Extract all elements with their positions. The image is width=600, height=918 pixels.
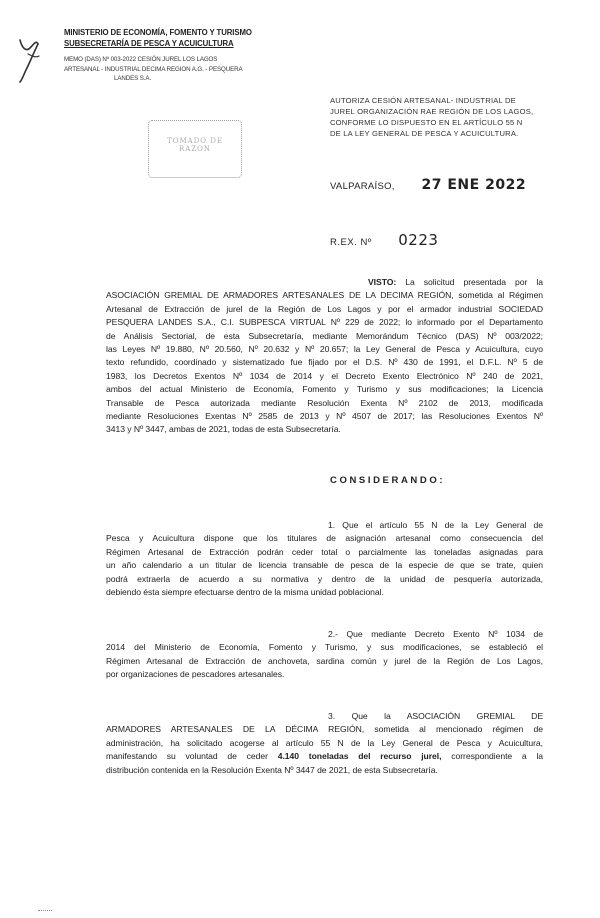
clause-line: distribución contenida en la Resolución Exenta Nº 3447 de 2021, de esta Subsecretaría. bbox=[106, 764, 438, 775]
memo-line: MEMO (DAS) Nº 003-2022 CESIÓN JUREL LOS LAGOS bbox=[64, 56, 218, 63]
clause-first-line bbox=[106, 710, 543, 723]
visto-line: Transable de Pesca autorizada mediante Resolución Exenta Nº 2102 de 2013, modificada bbox=[106, 397, 543, 408]
visto-line: de Análisis Sectorial, de esta Subsecretaría, mediante Memorándum Técnico (DAS) Nº 003/2022; bbox=[106, 330, 543, 341]
memo-line: ARTESANAL - INDUSTRIAL DECIMA REGION A.G. - PESQUERA bbox=[64, 65, 243, 73]
title-line: DE LA LEY GENERAL DE PESCA Y ACUICULTURA. bbox=[330, 129, 519, 138]
resolution-number bbox=[330, 231, 438, 250]
clause-line: debiendo ésta siempre efectuarse dentro de la misma unidad poblacional. bbox=[106, 587, 384, 598]
clause-line: un año calendario a un titular de licencia transable de pesca de la especie de que se trate, quien bbox=[106, 560, 543, 571]
clause-line: administración, ha solicitado acogerse al artículo 55 N de la Ley General de Pesca y Acuicultura, bbox=[106, 737, 543, 748]
visto-line: texto refundido, coordinado y sistematizado fue fijado por el D.S. Nº 430 de 1991, el D.F.L. Nº 5 de bbox=[106, 357, 543, 368]
footer-mark bbox=[38, 910, 52, 913]
organization-name: ARMADORES ARTESANALES DE LA DÉCIMA REGIÓN, bbox=[106, 724, 365, 735]
handwritten-initial-mark bbox=[14, 34, 44, 84]
clause-line: Régimen Artesanal de Extracción podrán ceder total o parcialmente las toneladas asignadas para bbox=[106, 546, 543, 557]
subsecretaria-name: SUBSECRETARÍA DE PESCA Y ACUICULTURA bbox=[64, 39, 234, 48]
clause-line: Régimen Artesanal de Extracción de anchoveta, sardina común y jurel de la Región de Los Lagos, bbox=[106, 655, 543, 666]
clause-2 bbox=[106, 628, 543, 682]
clause-line: 2014 del Ministerio de Economía, Fomento y Turismo, y sus modificaciones, se estableció el bbox=[106, 642, 543, 653]
memo-line: LANDES S.A. bbox=[114, 75, 152, 82]
signature-scribble-icon bbox=[14, 34, 44, 84]
clause-line bbox=[106, 723, 543, 736]
clause-text: Que la bbox=[351, 711, 391, 721]
considerando-heading: CONSIDERANDO: bbox=[330, 475, 446, 486]
place: VALPARAÍSO, bbox=[330, 181, 395, 192]
stamp-line: TOMADO DE bbox=[167, 137, 223, 145]
visto-line: Artesanal de Extracción de jurel de la Región de Los Lagos y por el armador industrial SOCIEDAD bbox=[106, 303, 543, 314]
date-stamp: 27 ENE 2022 bbox=[421, 177, 527, 193]
visto-line: las Leyes Nº 19.880, Nº 20.560, Nº 20.632 y Nº 20.657; la Ley General de Pesca y Acuicultura, cuyo bbox=[106, 344, 543, 355]
clause-line: podrá extraerla de acuerdo a su normativa y dentro de la unidad de pesquería autorizada, bbox=[106, 573, 543, 584]
visto-line: ambos del actual Ministerio de Economía, Fomento y Turismo y sus modificaciones; la Licencia bbox=[106, 384, 543, 395]
visto-line: mediante Resoluciones Exentas Nº 2585 de 2013 y Nº 4507 de 2017; las Resoluciones Exentos Nº bbox=[106, 411, 543, 422]
clause-line: 2.- Que mediante Decreto Exento Nº 1034 de bbox=[328, 629, 543, 639]
letterhead bbox=[64, 27, 274, 49]
clause-3 bbox=[106, 710, 543, 777]
visto-line: PESQUERA LANDES S.A., C.I. SUBPESCA VIRTUAL Nº 229 de 2022; lo informado por el Departamento bbox=[106, 317, 543, 328]
clause-number: 3. bbox=[328, 711, 336, 721]
resolution-title bbox=[330, 95, 570, 139]
organization-name: ASOCIACIÓN GREMIAL DE bbox=[406, 711, 544, 721]
clause-line: 1. Que el artículo 55 N de la Ley General de bbox=[328, 520, 543, 530]
tonnage-amount: 4.140 toneladas del recurso jurel, bbox=[277, 751, 442, 762]
rex-number: 0223 bbox=[398, 231, 439, 249]
stamp-line: RAZON bbox=[178, 145, 212, 153]
clause-text: correspondiente a la bbox=[451, 751, 544, 762]
title-line: CONFORME LO DISPUESTO EN EL ARTÍCULO 55 N bbox=[330, 118, 523, 127]
clause-text: manifestando su voluntad de ceder bbox=[106, 751, 268, 762]
visto-line: ASOCIACIÓN GREMIAL DE ARMADORES ARTESANALES DE LA DECIMA REGIÓN, sometida al Régimen bbox=[106, 290, 543, 301]
clause-line bbox=[106, 750, 543, 763]
clause-line: Pesca y Acuicultura dispone que los titulares de asignación artesanal como consecuencia del bbox=[106, 533, 543, 544]
clause-line: por organizaciones de pescadores artesanales. bbox=[106, 669, 285, 680]
faded-stamp bbox=[148, 120, 242, 178]
visto-line: 3413 y Nº 3447, ambas de 2021, todas de esta Subsecretaría. bbox=[106, 424, 341, 435]
ministry-name: MINISTERIO DE ECONOMÍA, FOMENTO Y TURISMO bbox=[64, 28, 252, 37]
visto-first-line bbox=[106, 276, 543, 289]
rex-label: R.EX. Nº bbox=[330, 237, 372, 248]
visto-line: 1983, los Decretos Exentos Nº 1034 de 2014 y el Decreto Exento Electrónico Nº 240 de 2021, bbox=[106, 370, 543, 381]
title-line: AUTORIZA CESIÓN ARTESANAL- INDUSTRIAL DE bbox=[330, 96, 516, 105]
place-and-date bbox=[330, 177, 526, 193]
clause-text: sometida al mencionado régimen de bbox=[374, 724, 544, 735]
visto-text: La solicitud presentada por la bbox=[405, 277, 543, 287]
visto-label: VISTO: bbox=[368, 277, 397, 287]
visto-section bbox=[106, 276, 543, 437]
title-line: JUREL ORGANIZACIÓN RAE REGIÓN DE LOS LAGOS, bbox=[330, 107, 534, 116]
memo-reference bbox=[64, 55, 304, 84]
clause-1 bbox=[106, 519, 543, 599]
